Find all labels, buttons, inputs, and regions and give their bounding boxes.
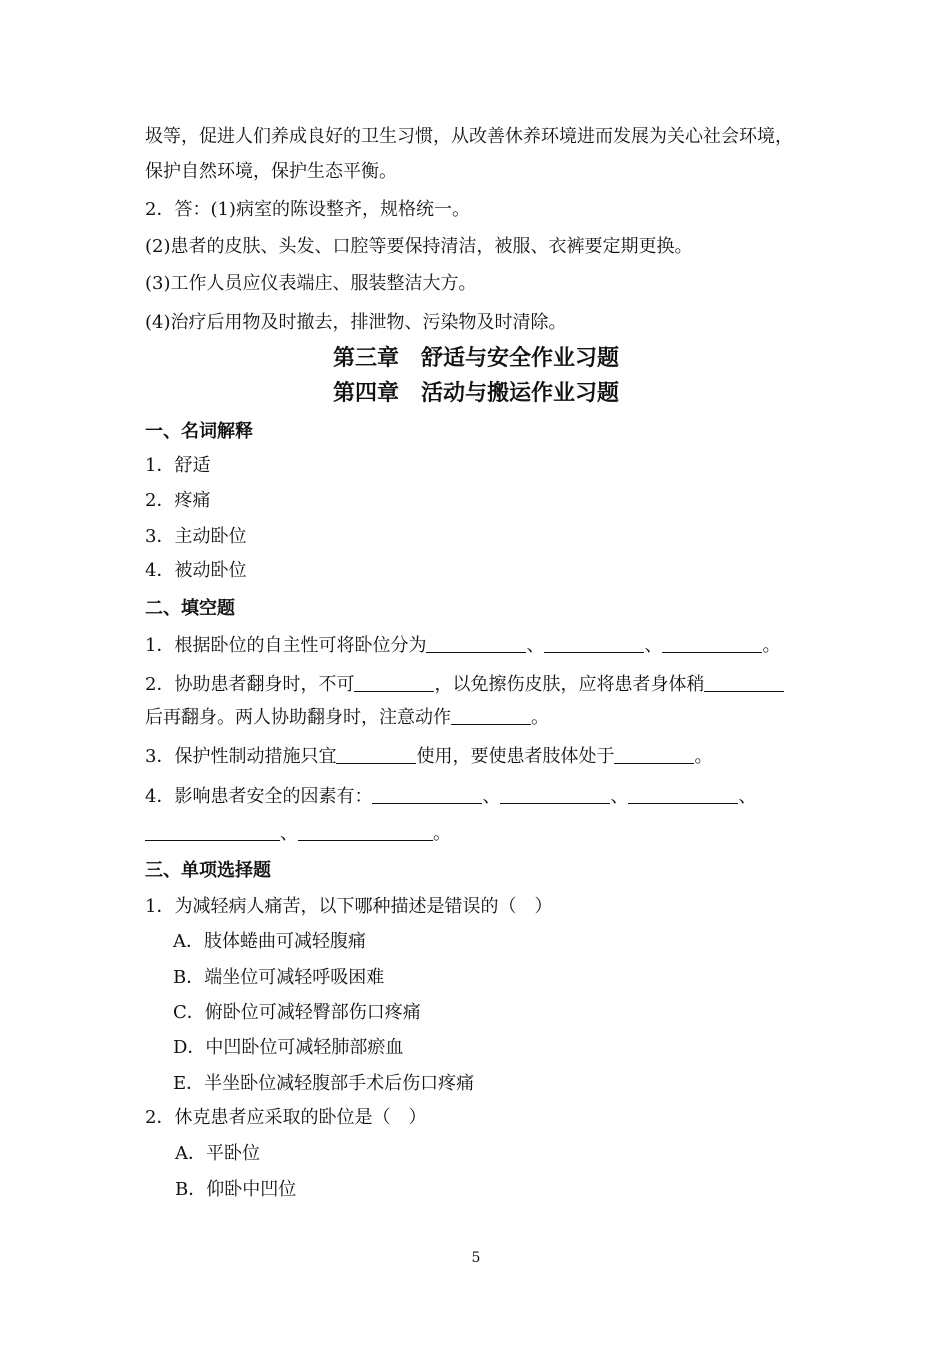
punct: 、 (482, 786, 501, 807)
choice-option[interactable]: D．中凹卧位可减轻肺部瘀血 (173, 1037, 404, 1058)
section-heading-terms: 一、名词解释 (145, 421, 253, 442)
question-text: ，以免擦伤皮肤，应将患者身体稍 (434, 674, 705, 695)
punct: 。 (531, 707, 549, 728)
fill-question-2 (145, 673, 784, 697)
answer-blank[interactable] (145, 822, 280, 841)
chapter-title-3: 第三章 舒适与安全作业习题 (332, 345, 619, 371)
question-text: 1．根据卧位的自主性可将卧位分为 (145, 635, 427, 656)
choice-option[interactable]: A．肢体蜷曲可减轻腹痛 (173, 931, 366, 952)
choice-question-2: 2．休克患者应采取的卧位是（ ） (145, 1107, 427, 1128)
question-text: 4．影响患者安全的因素有： (145, 786, 373, 807)
punct: 。 (694, 746, 713, 767)
fill-question-3 (145, 745, 712, 769)
chapter-title-4: 第四章 活动与搬运作业习题 (332, 380, 619, 406)
choice-option[interactable]: C．俯卧位可减轻臀部伤口疼痛 (173, 1002, 421, 1023)
answer-blank[interactable] (354, 673, 434, 692)
fill-question-4 (145, 785, 756, 809)
punct: 。 (762, 635, 781, 656)
punct: 、 (280, 823, 298, 844)
fill-question-4-cont (145, 822, 451, 846)
punct: 。 (433, 823, 451, 844)
answer-blank[interactable] (372, 785, 482, 804)
section-heading-fill: 二、填空题 (145, 598, 235, 619)
section-heading-choice: 三、单项选择题 (145, 860, 271, 881)
choice-option[interactable]: B．仰卧中凹位 (175, 1179, 297, 1200)
answer-blank[interactable] (614, 745, 694, 764)
list-item: 3．主动卧位 (145, 526, 247, 547)
question-text: 后再翻身。两人协助翻身时，注意动作 (145, 707, 451, 728)
punct: 、 (644, 635, 663, 656)
paragraph-line: 保护自然环境，保护生态平衡。 (145, 161, 397, 182)
choice-question-1: 1．为减轻病人痛苦，以下哪种描述是错误的（ ） (145, 896, 553, 917)
answer-line: (4)治疗后用物及时撤去，排泄物、污染物及时清除。 (145, 312, 567, 333)
answer-blank[interactable] (662, 634, 762, 653)
list-item: 4．被动卧位 (145, 560, 247, 581)
answer-blank[interactable] (426, 634, 526, 653)
answer-line: 2．答：(1)病室的陈设整齐，规格统一。 (145, 199, 470, 220)
paragraph-line: 圾等，促进人们养成良好的卫生习惯，从改善休养环境进而发展为关心社会环境， (145, 126, 793, 147)
list-item: 2．疼痛 (145, 490, 211, 511)
punct: 、 (526, 635, 545, 656)
punct: 、 (610, 786, 629, 807)
answer-line: (3)工作人员应仪表端庄、服装整洁大方。 (145, 273, 477, 294)
answer-blank[interactable] (628, 785, 738, 804)
answer-blank[interactable] (704, 673, 784, 692)
answer-blank[interactable] (451, 706, 531, 725)
page-number: 5 (471, 1250, 481, 1266)
answer-blank[interactable] (336, 745, 416, 764)
fill-question-1 (145, 634, 780, 658)
list-item: 1．舒适 (145, 455, 211, 476)
choice-option[interactable]: B．端坐位可减轻呼吸困难 (173, 967, 385, 988)
choice-option[interactable]: E．半坐卧位减轻腹部手术后伤口疼痛 (173, 1073, 475, 1094)
answer-blank[interactable] (298, 822, 433, 841)
question-text: 3．保护性制动措施只宜 (145, 746, 337, 767)
fill-question-2-cont (145, 706, 549, 730)
answer-line: (2)患者的皮肤、头发、口腔等要保持清洁，被服、衣裤要定期更换。 (145, 236, 693, 257)
choice-option[interactable]: A．平卧位 (175, 1143, 260, 1164)
answer-blank[interactable] (544, 634, 644, 653)
question-text: 2．协助患者翻身时，不可 (145, 674, 355, 695)
answer-blank[interactable] (500, 785, 610, 804)
question-text: 使用，要使患者肢体处于 (416, 746, 615, 767)
punct: 、 (738, 786, 757, 807)
